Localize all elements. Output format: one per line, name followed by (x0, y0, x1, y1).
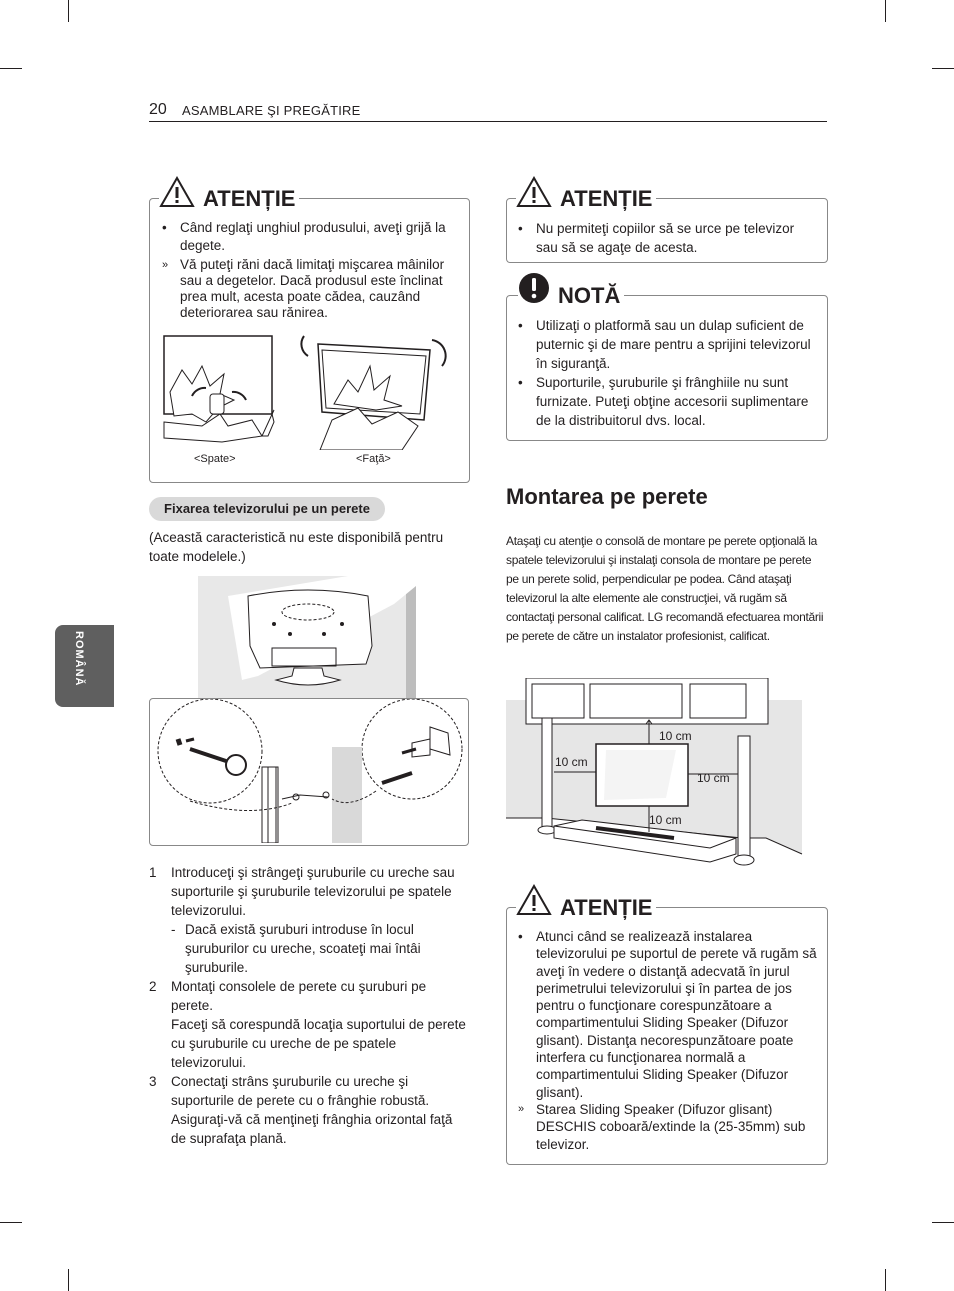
distance-left: 10 cm (555, 755, 588, 769)
step-number: 3 (149, 1074, 157, 1089)
tv-back-illustration (198, 576, 416, 698)
caution-list (518, 219, 818, 257)
mount-body-text: Ataşaţi cu atenţie o consolă de montare pe perete opţională la spatele televizorului şi instalaţi consola de montare pe perete pe un perete solid, perpendicular pe podea. Când ataşaţi televizorul la alte elemente ale construcţiei, vă rugăm să contactaţi personal calificat. LG recomandă efectuarea montării pe perete de către un instalator profesionist, calificat. (506, 534, 824, 643)
bullet-marker: • (518, 929, 523, 944)
bullet-marker: » (162, 259, 169, 271)
crop-mark (68, 0, 69, 22)
bullet-marker: • (518, 318, 523, 333)
sub-marker: - (171, 922, 176, 937)
language-tab (55, 625, 114, 707)
list-item (518, 928, 820, 1101)
step-text: Conectaţi strâns şuruburile cu ureche şi suporturile de perete cu o frânghie robustă. (171, 1074, 430, 1108)
crop-mark (0, 1222, 22, 1223)
list-item (518, 316, 818, 373)
bullet-marker: • (162, 220, 167, 235)
bullet-text: Când reglaţi unghiul produsului, aveţi grijă la degete. (180, 220, 446, 253)
step-text: Montaţi consolele de perete cu şuruburi pe perete. (171, 979, 427, 1013)
step-text: Introduceţi şi strângeţi şuruburile cu ureche sau suporturile şi şuruburile televizorului pe spatele televizorului. (171, 865, 455, 918)
step-text: Faceţi să corespundă locaţia suportului de perete cu şuruburile cu ureche de pe spatele televizorului. (171, 1017, 466, 1070)
list-item (518, 219, 818, 257)
bullet-marker: » (518, 1102, 525, 1115)
steps-list (149, 863, 471, 1148)
list-item (162, 219, 460, 255)
section-title: ASAMBLARE ŞI PREGĂTIRE (182, 103, 361, 118)
crop-mark (0, 68, 22, 69)
bullet-text: Vă puteţi răni dacă limitaţi mişcarea mâinilor sau a degetelor. Dacă produsul este înclinat prea mult, acesta poate cădea, cauzând deteriorarea sau rănirea. (180, 257, 445, 320)
list-item (518, 373, 818, 430)
caption-front: <Faţă> (356, 453, 391, 465)
wall-mount-illustration (506, 678, 804, 872)
step-number: 1 (149, 865, 157, 880)
bullet-marker: • (518, 375, 523, 390)
list-item (149, 977, 471, 1072)
caution-title: ATENȚIE (199, 186, 299, 212)
warning-icon (516, 884, 556, 918)
caution-title: ATENȚIE (556, 895, 656, 921)
step-text: Asiguraţi-vă că menţineţi frânghia orizontal faţă de suprafaţa plană. (171, 1112, 453, 1146)
bullet-text: Nu permiteţi copiilor să se urce pe televizor sau să se agaţe de acesta. (536, 221, 795, 255)
crop-mark (885, 1269, 886, 1291)
list-item (162, 257, 460, 321)
list-item (149, 1072, 471, 1148)
page-number: 20 (149, 101, 167, 118)
exclamation-icon (518, 272, 554, 306)
crop-mark (68, 1269, 69, 1291)
language-tab-label: ROMÂNĂ (73, 631, 85, 687)
warning-icon (159, 176, 199, 210)
availability-note: (Această caracteristică nu este disponibilă pentru toate modelele.) (149, 530, 444, 564)
crop-mark (932, 68, 954, 69)
caution-list (162, 219, 460, 321)
bullet-text: Starea Sliding Speaker (Difuzor glisant) DESCHIS coboară/extinde la (25-35mm) sub televizor. (536, 1101, 806, 1152)
sub-item (171, 920, 471, 977)
list-item (149, 863, 471, 977)
bullet-text: Suporturile, şuruburile şi frânghiile nu sunt furnizate. Puteţi obţine accesorii suplimentare de la distribuitorul dvs. local. (536, 375, 809, 428)
bullet-marker: • (518, 221, 523, 236)
crop-mark (932, 1222, 954, 1223)
distance-bottom: 10 cm (649, 813, 682, 827)
bullet-text: Utilizaţi o platformă sau un dulap suficient de puternic şi de mare pentru a sprijini televizorul în siguranţă. (536, 318, 811, 371)
crop-mark (885, 0, 886, 22)
wall-fix-label: Fixarea televizorului pe un perete (149, 497, 385, 521)
bullet-text: Atunci când se realizează instalarea televizorului pe suportul de perete vă rugăm să aveţi în vedere o distanţă adecvată în jurul perimetrului televizorului şi în partea de jos pentru o funcţionare corespunzătoare a compartimentului Sliding Speaker (Difuzor glisant). Distanţa necorespunzătoare poate interfera cu funcţionarea normală a compartimentului Sliding Speaker (Difuzor glisant). (536, 929, 817, 1100)
section-heading: Montarea pe perete (506, 484, 708, 509)
note-list (518, 316, 818, 430)
caution-list (518, 928, 820, 1153)
step-number: 2 (149, 979, 157, 994)
caption-back: <Spate> (194, 453, 236, 465)
tv-angle-illustration (162, 330, 460, 450)
distance-top: 10 cm (659, 729, 692, 743)
list-item (518, 1101, 820, 1153)
caution-title: ATENȚIE (556, 186, 656, 212)
sub-text: Dacă există şuruburi introduse în locul şuruburilor cu ureche, scoateţi mai întâi şuruburile. (185, 922, 421, 975)
header-rule (149, 121, 827, 122)
bracket-illustration (150, 699, 466, 843)
distance-right: 10 cm (697, 771, 730, 785)
note-title: NOTĂ (554, 283, 624, 309)
warning-icon (516, 176, 556, 210)
